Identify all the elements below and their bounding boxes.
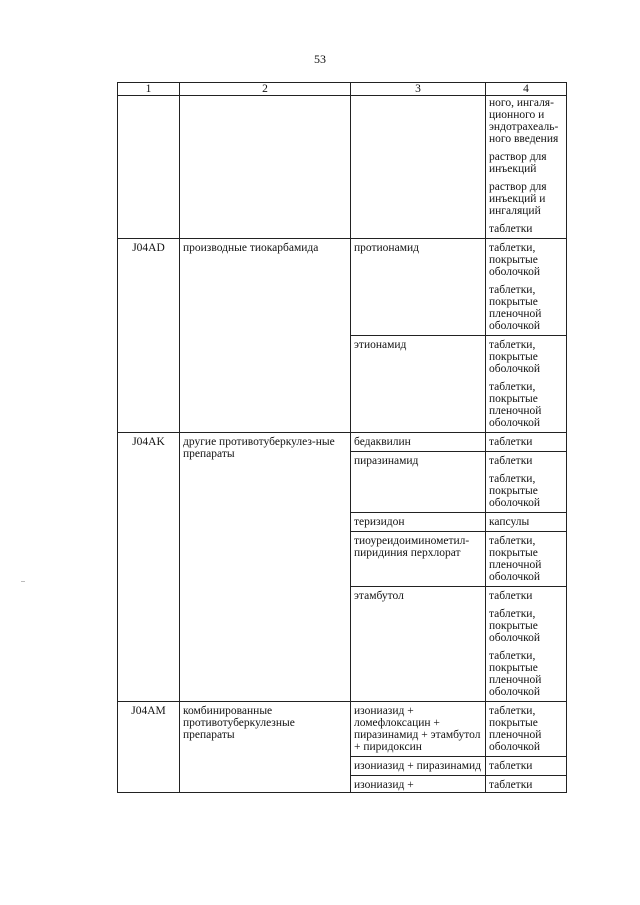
dosage-form: таблетки, покрытые пленочной оболочкой bbox=[489, 284, 542, 332]
dosage-form: таблетки, покрытые оболочкой bbox=[489, 608, 541, 644]
drug-name: изониазид + ломефлоксацин + пиразинамид + этамбутол + пиридоксин bbox=[351, 702, 486, 757]
drug-name: бедаквилин bbox=[351, 433, 486, 452]
forms-cell bbox=[486, 96, 567, 239]
atc-code: J04AK bbox=[118, 433, 180, 702]
table-row bbox=[118, 702, 567, 757]
drug-name: изониазид + bbox=[351, 776, 486, 793]
dosage-form: таблетки, покрытые пленочной оболочкой bbox=[489, 650, 542, 698]
dosage-form: таблетки, покрытые оболочкой bbox=[489, 242, 541, 278]
group-name: производные тиокарбамида bbox=[180, 239, 351, 433]
forms-cell bbox=[486, 757, 567, 776]
column-header-3: 3 bbox=[351, 83, 486, 96]
column-header-4: 4 bbox=[486, 83, 567, 96]
drug-name: пиразинамид bbox=[351, 452, 486, 513]
drug-cell-empty bbox=[351, 96, 486, 239]
drug-name: этамбутол bbox=[351, 587, 486, 702]
dosage-form: раствор для инъекций и ингаляций bbox=[489, 181, 547, 217]
table-header-row bbox=[118, 83, 567, 96]
dosage-form: таблетки bbox=[489, 760, 533, 772]
drug-table bbox=[117, 82, 567, 793]
forms-cell bbox=[486, 452, 567, 513]
forms-cell bbox=[486, 587, 567, 702]
group-name: комбинированные противотуберкулезные препараты bbox=[180, 702, 351, 793]
scan-dot-mark bbox=[21, 581, 25, 582]
dosage-form: таблетки, покрытые пленочной оболочкой bbox=[489, 535, 542, 583]
table-row bbox=[118, 239, 567, 336]
drug-name: теризидон bbox=[351, 513, 486, 532]
column-header-2: 2 bbox=[180, 83, 351, 96]
dosage-form: таблетки bbox=[489, 223, 533, 235]
atc-code: J04AD bbox=[118, 239, 180, 433]
dosage-form: таблетки bbox=[489, 455, 533, 467]
forms-cell bbox=[486, 702, 567, 757]
dosage-form: таблетки bbox=[489, 590, 533, 602]
group-cell-empty bbox=[180, 96, 351, 239]
forms-cell bbox=[486, 532, 567, 587]
group-name: другие противотуберкулез-ные препараты bbox=[180, 433, 351, 702]
forms-cell bbox=[486, 239, 567, 336]
forms-cell bbox=[486, 433, 567, 452]
drug-name: протионамид bbox=[351, 239, 486, 336]
atc-code: J04AM bbox=[118, 702, 180, 793]
dosage-form: таблетки bbox=[489, 779, 533, 791]
drug-name: изониазид + пиразинамид bbox=[351, 757, 486, 776]
dosage-form: капсулы bbox=[489, 516, 530, 528]
drug-name: тиоуреидоиминометил-пиридиния перхлорат bbox=[351, 532, 486, 587]
forms-cell bbox=[486, 776, 567, 793]
dosage-form: раствор для инъекций bbox=[489, 151, 547, 175]
page-number: 53 bbox=[314, 52, 326, 66]
table-row bbox=[118, 433, 567, 452]
table-row-continued bbox=[118, 96, 567, 239]
dosage-form: таблетки, покрытые пленочной оболочкой bbox=[489, 705, 542, 753]
dosage-form: ного, ингаля-ционного и эндотрахеаль-ного введения bbox=[489, 97, 559, 145]
dosage-form: таблетки, покрытые оболочкой bbox=[489, 339, 541, 375]
dosage-form: таблетки, покрытые пленочной оболочкой bbox=[489, 381, 542, 429]
code-cell-empty bbox=[118, 96, 180, 239]
column-header-1: 1 bbox=[118, 83, 180, 96]
drug-name: этионамид bbox=[351, 336, 486, 433]
dosage-form: таблетки bbox=[489, 436, 533, 448]
dosage-form: таблетки, покрытые оболочкой bbox=[489, 473, 541, 509]
forms-cell bbox=[486, 336, 567, 433]
forms-cell bbox=[486, 513, 567, 532]
